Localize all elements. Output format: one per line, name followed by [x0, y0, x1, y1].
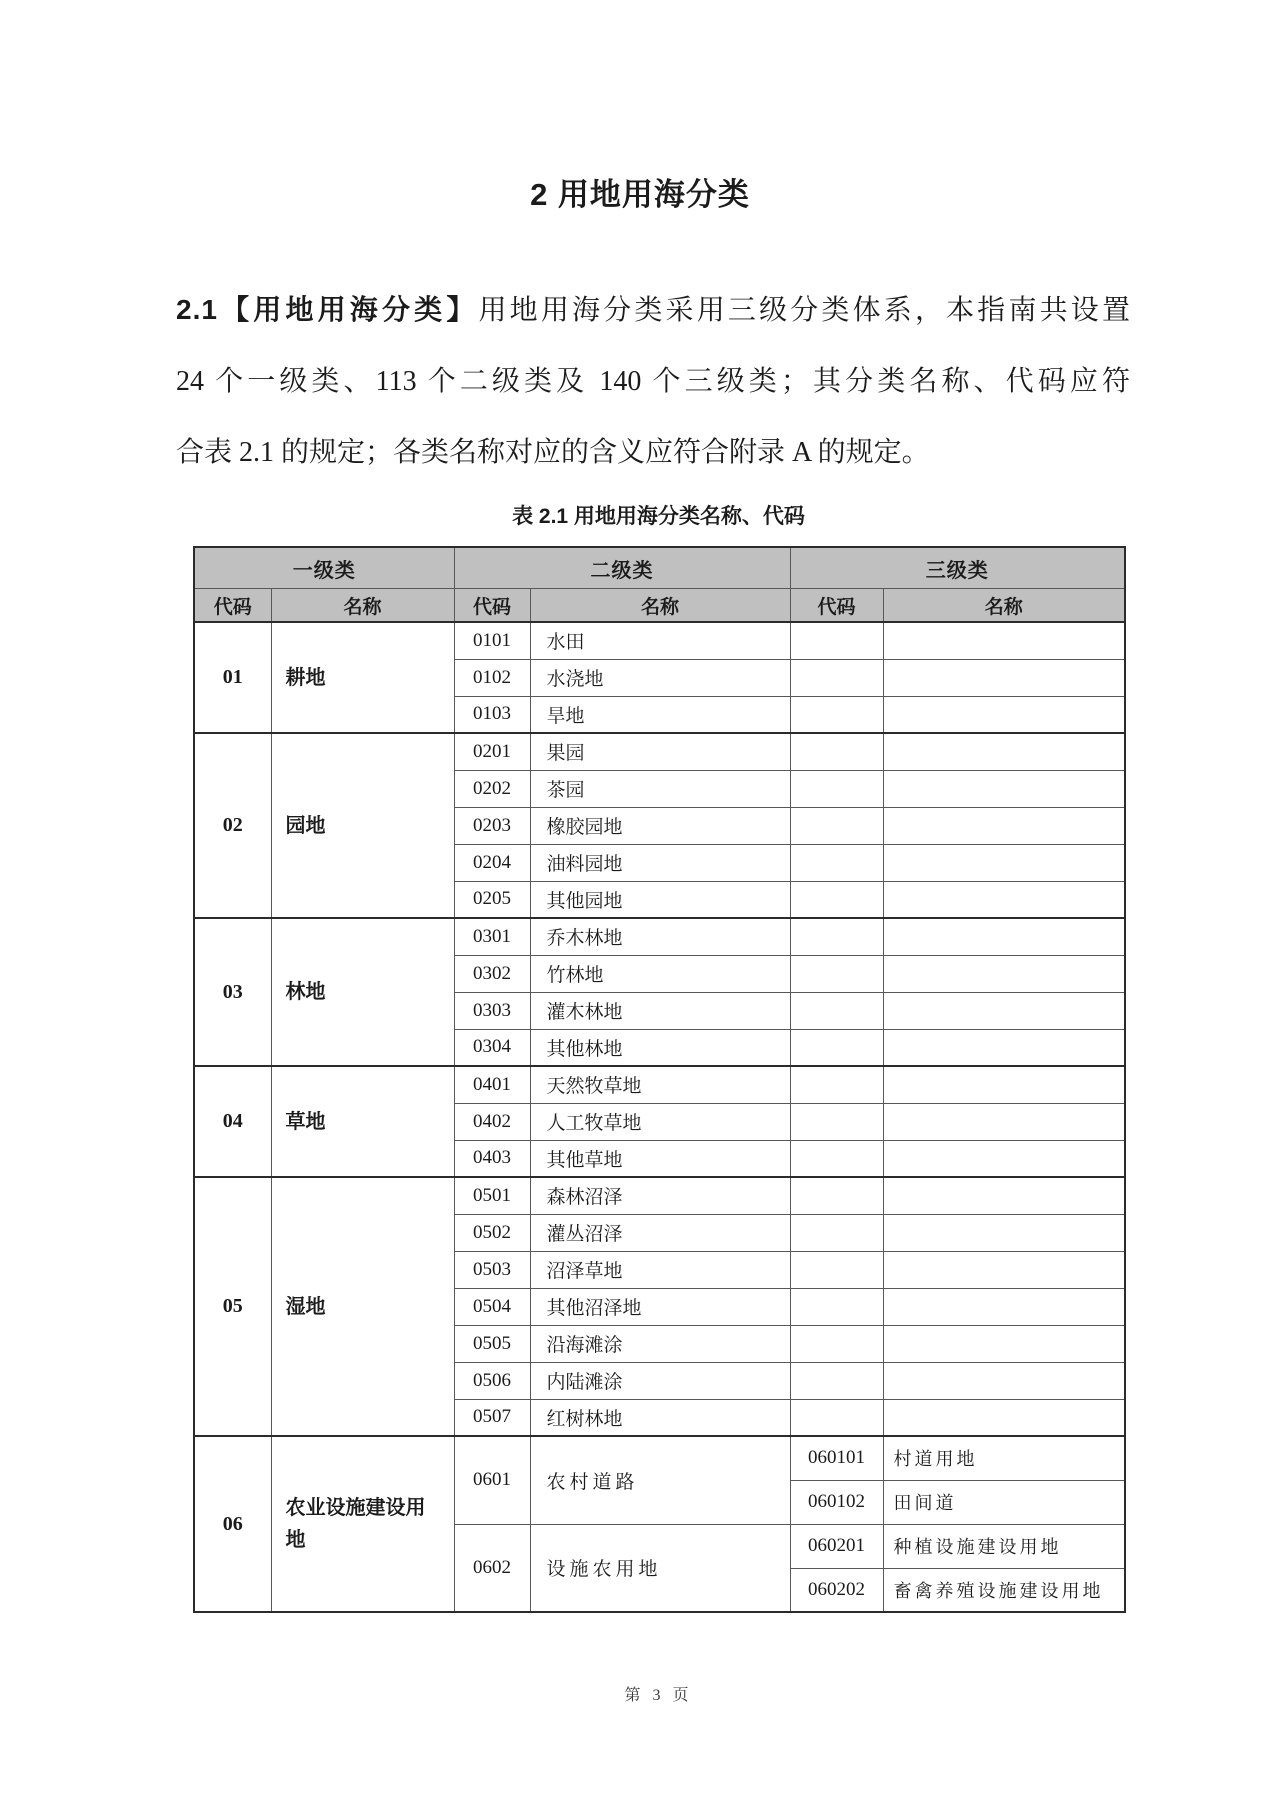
paragraph-text: 合表 2.1 的规定；各类名称对应的含义应符合附录 A 的规定。: [176, 437, 930, 468]
cell-l2-name: 人工牧草地: [530, 1103, 790, 1140]
table-row: [194, 1436, 1125, 1480]
cell-l2-name: 设施农用地: [530, 1524, 790, 1612]
cell-l3-code: [790, 1325, 883, 1362]
cell-l3-name: [883, 1066, 1125, 1103]
cell-l3-name: 畜禽养殖设施建设用地: [883, 1568, 1125, 1612]
cell-l3-code: [790, 1251, 883, 1288]
cell-l3-code: 060101: [790, 1436, 883, 1480]
cell-l3-name: [883, 881, 1125, 918]
cell-l3-code: [790, 1399, 883, 1436]
cell-l3-name: [883, 770, 1125, 807]
cell-l3-code: [790, 622, 883, 659]
classification-table-body: [194, 622, 1125, 1612]
table-header-level-row: [194, 547, 1125, 589]
cell-l3-name: [883, 733, 1125, 770]
cell-l2-name: 乔木林地: [530, 918, 790, 955]
cell-l3-name: [883, 696, 1125, 733]
table-row: [194, 1177, 1125, 1214]
cell-l2-code: 0301: [454, 918, 530, 955]
cell-l2-name: 农村道路: [530, 1436, 790, 1524]
cell-l3-code: [790, 1177, 883, 1214]
cell-l2-code: 0403: [454, 1140, 530, 1177]
cell-l2-name: 沼泽草地: [530, 1251, 790, 1288]
cell-l3-code: [790, 918, 883, 955]
cell-l2-code: 0102: [454, 659, 530, 696]
cell-l3-name: [883, 955, 1125, 992]
header-code-2: 代码: [454, 589, 530, 623]
cell-l3-name: [883, 1325, 1125, 1362]
cell-l2-name: 灌木林地: [530, 992, 790, 1029]
cell-l3-name: [883, 1103, 1125, 1140]
cell-l3-code: [790, 1140, 883, 1177]
cell-l2-code: 0501: [454, 1177, 530, 1214]
cell-l3-name: [883, 1362, 1125, 1399]
cell-l2-name: 旱地: [530, 696, 790, 733]
table-header: [194, 547, 1125, 622]
cell-l1-code: 03: [194, 918, 271, 1066]
paragraph-line: [176, 346, 1130, 417]
clause-label: 2.1【用地用海分类】: [176, 294, 479, 325]
cell-l3-code: [790, 992, 883, 1029]
cell-l3-name: [883, 1177, 1125, 1214]
cell-l2-code: 0502: [454, 1214, 530, 1251]
table-caption: 表 2.1 用地用海分类名称、代码: [512, 505, 805, 528]
cell-l1-name: 林地: [271, 918, 454, 1066]
cell-l2-name: 其他草地: [530, 1140, 790, 1177]
cell-l1-name: 耕地: [271, 622, 454, 733]
cell-l3-name: 田间道: [883, 1480, 1125, 1524]
cell-l2-name: 水浇地: [530, 659, 790, 696]
cell-l3-code: 060201: [790, 1524, 883, 1568]
cell-l1-code: 04: [194, 1066, 271, 1177]
cell-l3-code: [790, 1029, 883, 1066]
cell-l3-name: [883, 1251, 1125, 1288]
cell-l2-name: 内陆滩涂: [530, 1362, 790, 1399]
paragraph-text: 24 个一级类、113 个二级类及 140 个三级类；其分类名称、代码应符: [176, 366, 1130, 397]
cell-l2-code: 0101: [454, 622, 530, 659]
cell-l1-code: 02: [194, 733, 271, 918]
table-header-sub-row: [194, 589, 1125, 623]
cell-l2-code: 0402: [454, 1103, 530, 1140]
cell-l2-name: 茶园: [530, 770, 790, 807]
cell-l2-name: 果园: [530, 733, 790, 770]
body-paragraph: [176, 274, 1130, 488]
cell-l2-name: 森林沼泽: [530, 1177, 790, 1214]
cell-l3-code: [790, 881, 883, 918]
cell-l3-code: [790, 844, 883, 881]
paragraph-text: 用地用海分类采用三级分类体系，本指南共设置: [478, 295, 1130, 326]
table-row: [194, 1066, 1125, 1103]
table-row: [194, 622, 1125, 659]
cell-l2-name: 橡胶园地: [530, 807, 790, 844]
header-name-1: 名称: [271, 589, 454, 623]
cell-l1-name: 园地: [271, 733, 454, 918]
cell-l2-code: 0103: [454, 696, 530, 733]
cell-l1-code: 05: [194, 1177, 271, 1436]
cell-l1-name: 草地: [271, 1066, 454, 1177]
table-row: [194, 733, 1125, 770]
classification-table: [193, 546, 1126, 1613]
cell-l2-name: 油料园地: [530, 844, 790, 881]
cell-l3-code: [790, 1362, 883, 1399]
cell-l3-name: 种植设施建设用地: [883, 1524, 1125, 1568]
cell-l2-code: 0601: [454, 1436, 530, 1524]
cell-l2-code: 0602: [454, 1524, 530, 1612]
cell-l2-code: 0304: [454, 1029, 530, 1066]
cell-l3-code: [790, 770, 883, 807]
cell-l2-code: 0204: [454, 844, 530, 881]
cell-l3-code: [790, 696, 883, 733]
cell-l2-name: 其他园地: [530, 881, 790, 918]
cell-l2-code: 0303: [454, 992, 530, 1029]
cell-l3-code: [790, 955, 883, 992]
cell-l3-name: [883, 807, 1125, 844]
cell-l2-name: 竹林地: [530, 955, 790, 992]
cell-l2-name: 红树林地: [530, 1399, 790, 1436]
cell-l2-code: 0202: [454, 770, 530, 807]
cell-l3-code: [790, 1214, 883, 1251]
cell-l2-name: 沿海滩涂: [530, 1325, 790, 1362]
cell-l2-name: 水田: [530, 622, 790, 659]
header-level-3: 三级类: [790, 547, 1125, 589]
cell-l2-code: 0201: [454, 733, 530, 770]
cell-l3-name: [883, 1214, 1125, 1251]
cell-l2-code: 0505: [454, 1325, 530, 1362]
cell-l3-code: [790, 1103, 883, 1140]
cell-l3-name: [883, 1029, 1125, 1066]
table-row: [194, 918, 1125, 955]
page-number: 第 3 页: [624, 1687, 693, 1704]
cell-l3-code: 060102: [790, 1480, 883, 1524]
cell-l1-code: 06: [194, 1436, 271, 1612]
cell-l1-name: 农业设施建设用地: [271, 1436, 454, 1612]
paragraph-line: [176, 274, 1130, 346]
cell-l3-code: [790, 659, 883, 696]
cell-l3-name: [883, 1399, 1125, 1436]
cell-l3-code: [790, 807, 883, 844]
header-code-1: 代码: [194, 589, 271, 623]
header-name-2: 名称: [530, 589, 790, 623]
cell-l1-name: 湿地: [271, 1177, 454, 1436]
cell-l2-code: 0203: [454, 807, 530, 844]
cell-l2-name: 灌丛沼泽: [530, 1214, 790, 1251]
cell-l3-name: [883, 1288, 1125, 1325]
cell-l2-code: 0503: [454, 1251, 530, 1288]
cell-l3-name: [883, 622, 1125, 659]
header-level-2: 二级类: [454, 547, 790, 589]
cell-l2-code: 0401: [454, 1066, 530, 1103]
cell-l2-code: 0504: [454, 1288, 530, 1325]
cell-l1-code: 01: [194, 622, 271, 733]
cell-l3-name: [883, 918, 1125, 955]
page-title: 2 用地用海分类: [530, 177, 750, 212]
paragraph-line: [176, 417, 1130, 488]
cell-l2-code: 0302: [454, 955, 530, 992]
cell-l3-name: 村道用地: [883, 1436, 1125, 1480]
cell-l2-name: 其他沼泽地: [530, 1288, 790, 1325]
cell-l3-name: [883, 844, 1125, 881]
header-code-3: 代码: [790, 589, 883, 623]
header-name-3: 名称: [883, 589, 1125, 623]
cell-l3-code: 060202: [790, 1568, 883, 1612]
header-level-1: 一级类: [194, 547, 454, 589]
cell-l2-name: 天然牧草地: [530, 1066, 790, 1103]
cell-l2-name: 其他林地: [530, 1029, 790, 1066]
cell-l3-code: [790, 733, 883, 770]
cell-l3-name: [883, 1140, 1125, 1177]
cell-l3-code: [790, 1288, 883, 1325]
cell-l3-name: [883, 659, 1125, 696]
cell-l2-code: 0205: [454, 881, 530, 918]
cell-l2-code: 0506: [454, 1362, 530, 1399]
cell-l3-name: [883, 992, 1125, 1029]
cell-l3-code: [790, 1066, 883, 1103]
cell-l2-code: 0507: [454, 1399, 530, 1436]
